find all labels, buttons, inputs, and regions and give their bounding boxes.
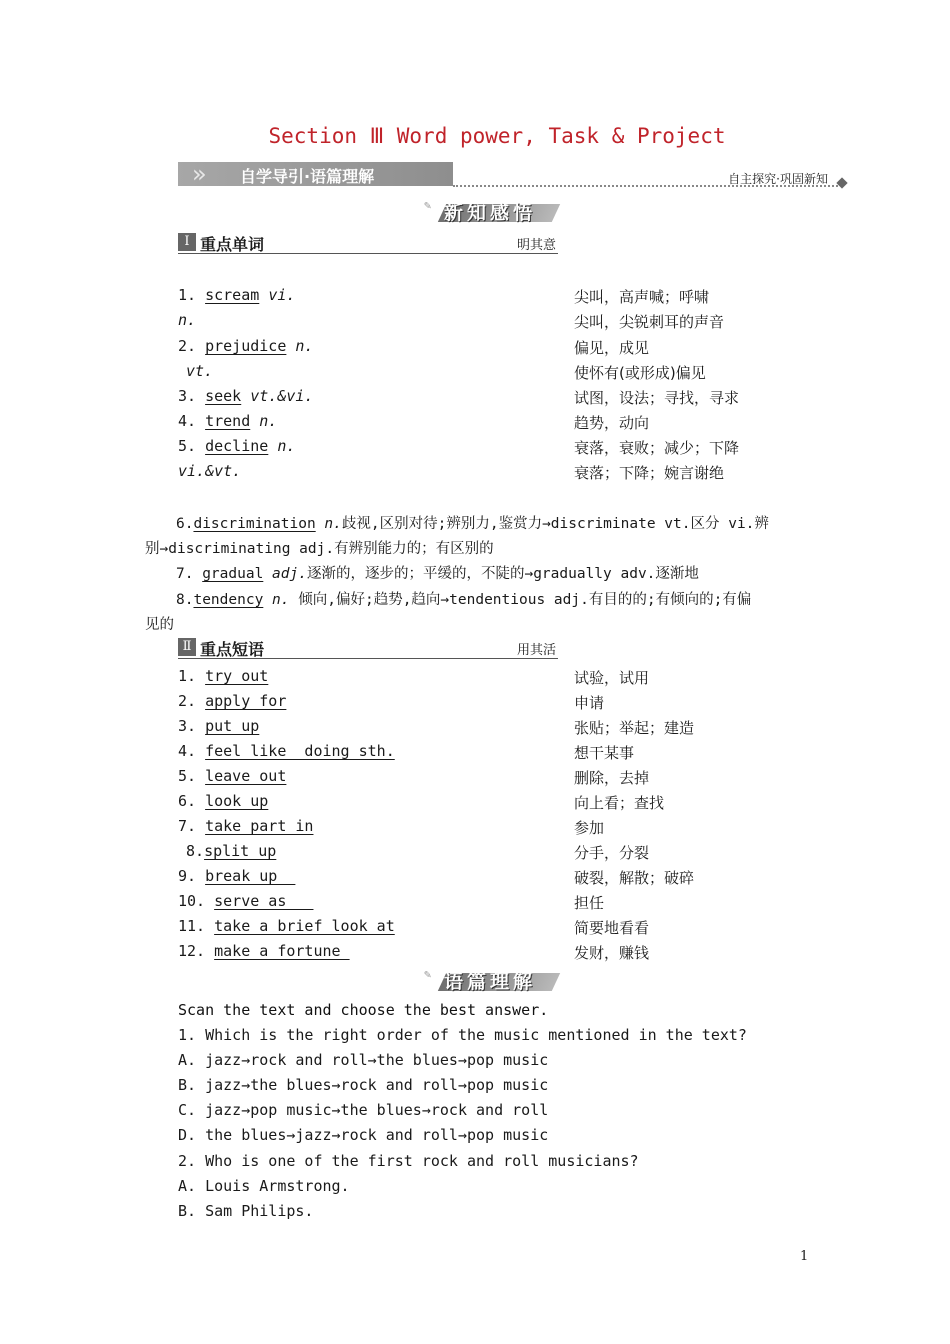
list-item: 11. take a brief look at — [178, 917, 395, 935]
section-label: 重点短语 — [200, 640, 265, 659]
part-of-speech: n. — [272, 592, 290, 608]
vocab-word: trend — [205, 412, 251, 430]
phrase: apply for — [205, 692, 287, 710]
phrase: serve as — [214, 892, 314, 910]
list-item — [176, 512, 769, 533]
vocab-meaning: 尖叫，尖锐刺耳的声音 — [574, 313, 725, 331]
phrase: look up — [205, 792, 269, 810]
vocab-word: prejudice — [205, 337, 287, 355]
list-item — [178, 387, 313, 405]
list-item: 5. leave out — [178, 767, 287, 785]
phrase-meaning: 分手，分裂 — [574, 844, 650, 862]
phrase: leave out — [205, 767, 287, 785]
vocab-word: scream — [205, 286, 260, 304]
phrase-meaning: 担任 — [574, 894, 605, 912]
vocab-meaning: 尖叫，高声喊；呼啸 — [574, 288, 710, 306]
diamond-icon — [836, 177, 847, 188]
subhead-text-comprehension — [424, 967, 564, 993]
vocab-word: decline — [205, 437, 269, 455]
vocab-meaning: 使怀有(或形成)偏见 — [574, 364, 706, 382]
list-item: 9. break up — [178, 867, 296, 885]
list-item — [176, 562, 699, 583]
vocab-word: tendency — [193, 592, 264, 608]
vocab-definition-continued: 见的 — [145, 617, 174, 633]
list-item — [178, 286, 295, 304]
vocab-meaning: 衰落；下降；婉言谢绝 — [574, 464, 725, 482]
subhead-label: 新知感悟 — [444, 202, 537, 224]
question-text: 2. Who is one of the first rock and roll musicians? — [178, 1152, 639, 1170]
pen-icon: ✎ — [424, 967, 432, 981]
part-of-speech: vt.&vi. — [250, 387, 314, 405]
answer-option: A. jazz→rock and roll→the blues→pop music — [178, 1051, 549, 1069]
double-chevron-icon: » — [192, 160, 207, 188]
item-number: 2. — [178, 337, 197, 355]
section-label: 重点单词 — [200, 235, 265, 254]
subhead-new-knowledge — [424, 198, 564, 224]
page-title: Section Ⅲ Word power, Task & Project — [268, 124, 726, 148]
vocab-definition: 歧视,区别对待;辨别力,鉴赏力→discriminate vt.区分 vi.辨 — [341, 516, 769, 532]
vocab-word: discrimination — [193, 516, 316, 532]
vocab-meaning: 趋势，动向 — [574, 414, 650, 432]
phrase-section-header — [178, 638, 558, 659]
part-of-speech: n. — [277, 437, 296, 455]
vocab-meaning: 偏见，成见 — [574, 339, 650, 357]
item-number: 5. — [178, 437, 197, 455]
section-banner — [178, 160, 846, 190]
part-of-speech: n. — [295, 337, 314, 355]
phrase-meaning: 参加 — [574, 819, 605, 837]
list-item: 2. apply for — [178, 692, 287, 710]
vocab-definition: 倾向,偏好;趋势,趋向→tendentious adj.有目的的;有倾向的;有偏 — [289, 592, 752, 608]
phrase-meaning: 发财，赚钱 — [574, 944, 650, 962]
phrase-meaning: 删除，去掉 — [574, 769, 650, 787]
phrase: split up — [204, 842, 277, 860]
vocab-word: gradual — [202, 566, 264, 582]
phrase: make a fortune — [214, 942, 350, 960]
phrase-meaning: 简要地看看 — [574, 919, 650, 937]
phrase-meaning: 申请 — [574, 694, 605, 712]
item-number: 4. — [178, 412, 197, 430]
phrase: take part in — [205, 817, 314, 835]
list-item: 10. serve as — [178, 892, 314, 910]
section-tip: 用其活 — [516, 643, 556, 658]
section-numeral: Ⅰ — [178, 233, 196, 251]
phrase-meaning: 破裂，解散；破碎 — [574, 869, 695, 887]
part-of-speech: n. — [324, 516, 342, 532]
list-item: 1. try out — [178, 667, 269, 685]
answer-option: D. the blues→jazz→rock and roll→pop music — [178, 1126, 549, 1144]
vocab-definition: 逐渐的，逐步的；平缓的，不陡的→gradually adv.逐渐地 — [306, 566, 699, 582]
vocab-word: seek — [205, 387, 242, 405]
list-item: 3. put up — [178, 717, 260, 735]
list-item: 12. make a fortune — [178, 942, 350, 960]
list-item — [178, 337, 313, 355]
answer-option: A. Louis Armstrong. — [178, 1177, 350, 1195]
part-of-speech: adj. — [272, 566, 307, 582]
vocab-section-header — [178, 233, 558, 254]
item-number: 6. — [176, 516, 194, 532]
item-number: 3. — [178, 387, 197, 405]
item-number: 7. — [176, 566, 194, 582]
reading-instruction: Scan the text and choose the best answer. — [178, 1001, 549, 1019]
vocab-definition-continued: 别→discriminating adj.有辨别能力的；有区别的 — [145, 541, 494, 557]
item-number: 8. — [176, 592, 194, 608]
page-number: 1 — [800, 1249, 809, 1264]
banner-left-text: 自学导引·语篇理解 — [240, 167, 375, 186]
phrase: try out — [205, 667, 269, 685]
question-text: 1. Which is the right order of the music mentioned in the text? — [178, 1026, 747, 1044]
phrase: put up — [205, 717, 260, 735]
list-item: 7. take part in — [178, 817, 314, 835]
section-numeral: Ⅱ — [178, 638, 196, 656]
pen-icon: ✎ — [424, 198, 432, 212]
list-item: 8.split up — [186, 842, 277, 860]
phrase: take a brief look at — [214, 917, 395, 935]
part-of-speech: vi.&vt. — [178, 462, 242, 480]
part-of-speech: vt. — [186, 362, 214, 380]
list-item — [176, 588, 751, 609]
vocab-meaning: 试图，设法；寻找，寻求 — [574, 389, 740, 407]
phrase-meaning: 向上看；查找 — [574, 794, 665, 812]
part-of-speech: n. — [259, 412, 278, 430]
part-of-speech: vi. — [268, 286, 296, 304]
phrase: break up — [205, 867, 296, 885]
list-item — [178, 437, 295, 455]
phrase: feel like doing sth. — [205, 742, 395, 760]
list-item — [178, 412, 277, 430]
phrase-meaning: 想干某事 — [574, 744, 635, 762]
list-item: 6. look up — [178, 792, 269, 810]
phrase-meaning: 试验，试用 — [574, 669, 650, 687]
answer-option: B. jazz→the blues→rock and roll→pop music — [178, 1076, 549, 1094]
vocab-meaning: 衰落，衰败；减少；下降 — [574, 439, 740, 457]
answer-option: B. Sam Philips. — [178, 1202, 314, 1220]
subhead-label: 语篇理解 — [444, 971, 537, 993]
item-number: 1. — [178, 286, 197, 304]
part-of-speech: n. — [178, 311, 197, 329]
list-item: 4. feel like doing sth. — [178, 742, 395, 760]
answer-option: C. jazz→pop music→the blues→rock and roll — [178, 1101, 549, 1119]
banner-right-text: 自主探究·巩固新知 — [728, 172, 828, 186]
section-tip: 明其意 — [516, 238, 556, 253]
phrase-meaning: 张贴；举起；建造 — [574, 719, 695, 737]
